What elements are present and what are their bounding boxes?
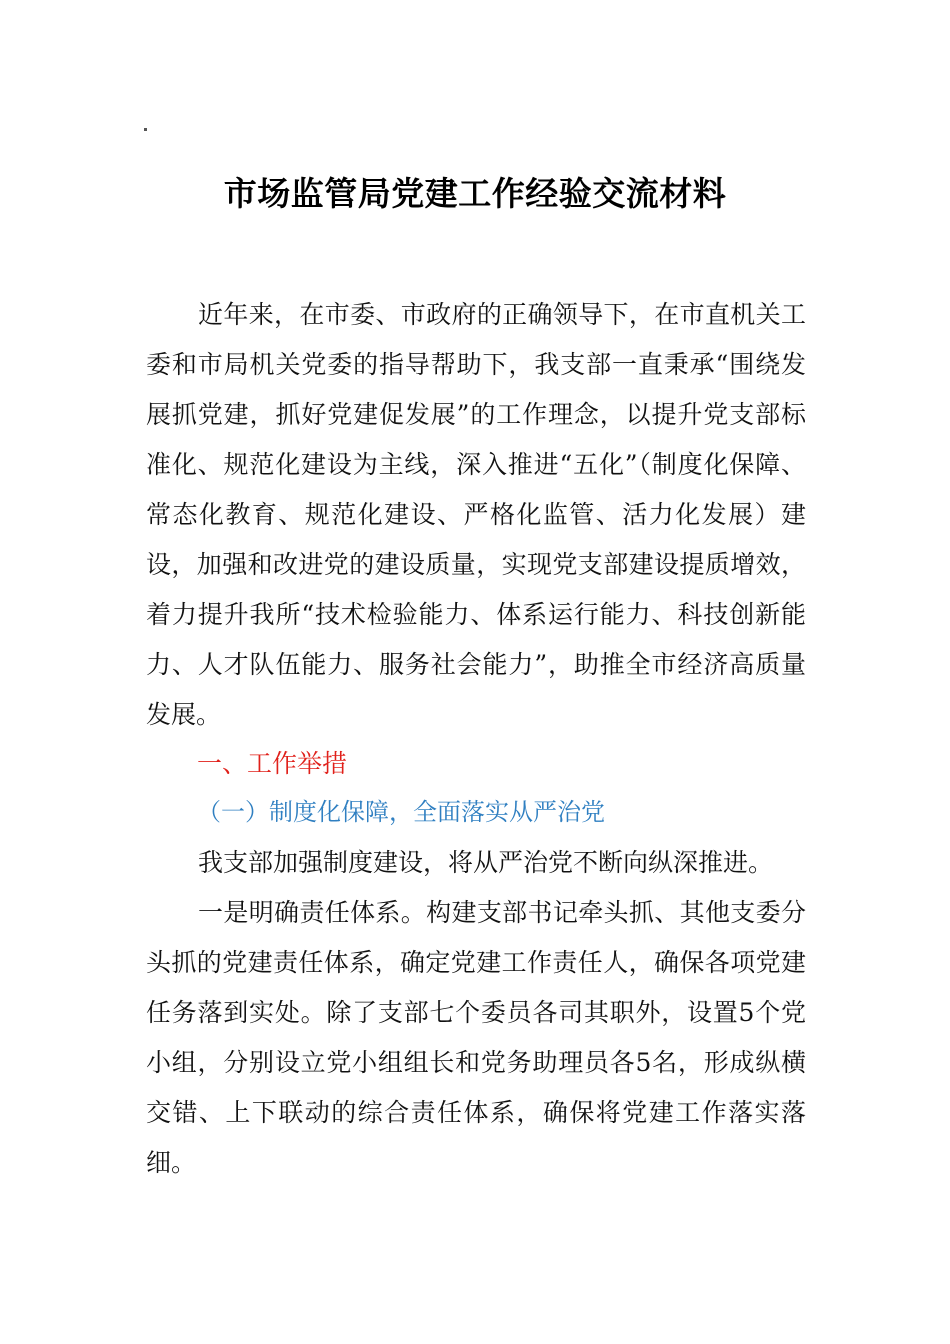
lead-paragraph: 我支部加强制度建设，将从严治党不断向纵深推进。 — [198, 848, 774, 877]
intro-paragraph: 近年来，在市委、市政府的正确领导下，在市直机关工委和市局机关党委的指导帮助下，我支部一直秉承“围绕发展抓党建，抓好党建促发展”的工作理念，以提升党支部标准化、规范化建设为主线，深入推进“五化”（制度化保障、常态化教育、规范化建设、严格化监管、活力化发展）建设，加强和改进党的建设质量，实现党支部建设提质增效，着力提升我所“技术检验能力、体系运行能力、科技创新能力、人才队伍能力、服务社会能力”，助推全市经济高质量发展。 — [146, 300, 806, 729]
subsection-heading-institutional-guarantee: （一）制度化保障，全面落实从严治党 — [197, 798, 605, 826]
point-one-paragraph: 一是明确责任体系。构建支部书记牵头抓、其他支委分头抓的党建责任体系，确定党建工作责任人，确保各项党建任务落到实处。除了支部七个委员各司其职外，设置5个党小组，分别设立党小组组长和党务助理员各5名，形成纵横交错、上下联动的综合责任体系，确保将党建工作落实落细。 — [146, 898, 806, 1177]
document-title: 市场监管局党建工作经验交流材料 — [223, 174, 727, 213]
page-corner-mark — [144, 128, 147, 131]
section-heading-work-measures: 一、工作举措 — [197, 749, 348, 778]
